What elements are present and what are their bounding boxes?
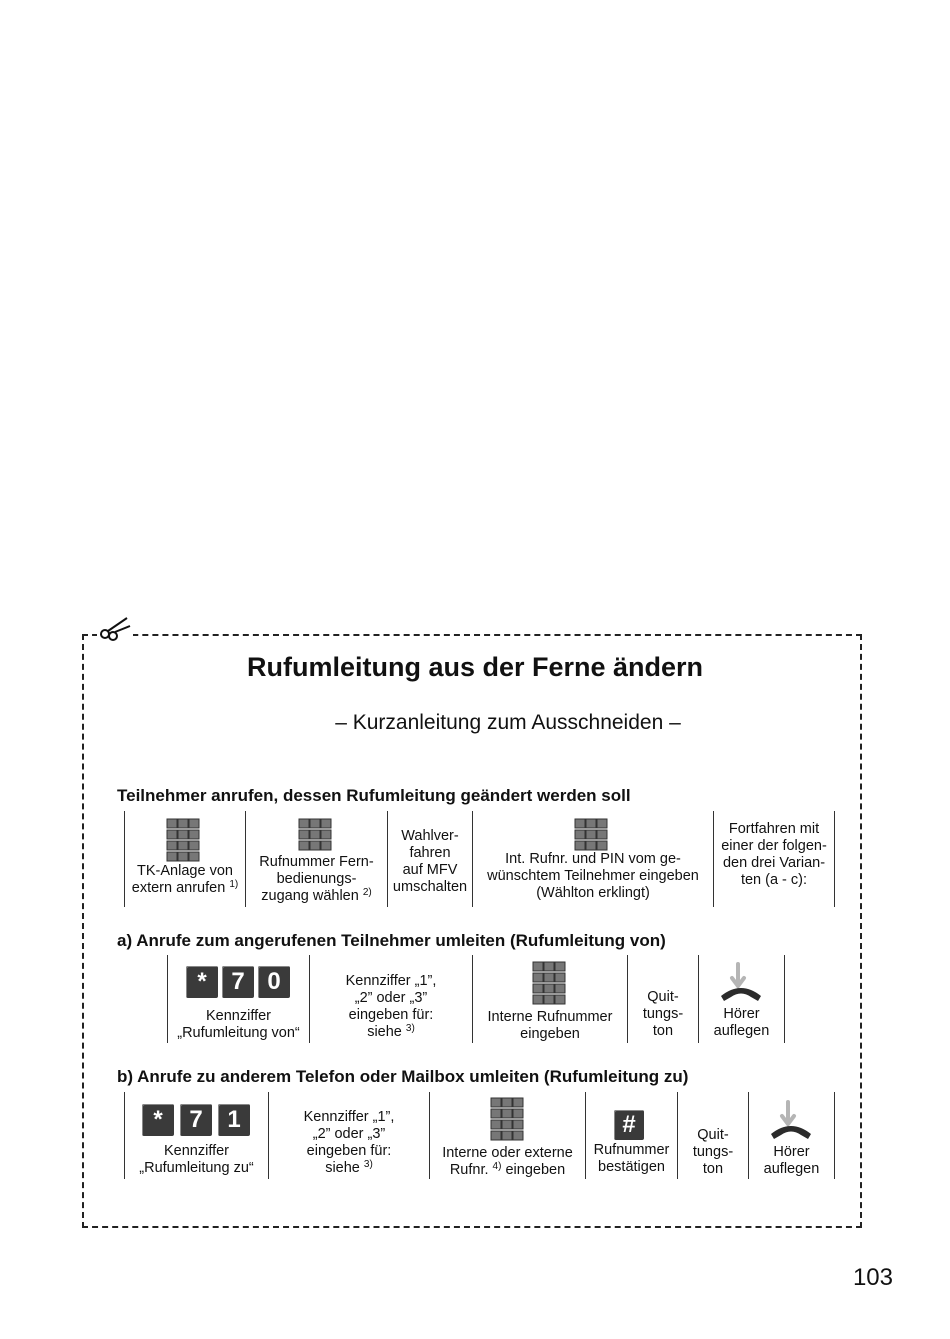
page-number: 103: [852, 1264, 893, 1291]
keypad-icon: [298, 818, 332, 852]
section-b-step-1: Kennziffer „Rufumleitung zu“: [139, 1143, 254, 1176]
divider: [784, 955, 785, 1043]
section-b-step-4: Rufnummer bestätigen: [593, 1142, 670, 1175]
section-b-step-3: Interne oder externe Rufnr. $^{4)}$ eingeben: [442, 1145, 573, 1178]
intro-heading: Teilnehmer anrufen, dessen Rufumleitung geändert werden soll: [117, 786, 631, 805]
section-a-step-3: Interne Rufnummer eingeben: [487, 1009, 613, 1042]
one-key: 1: [218, 1104, 250, 1136]
keypad-icon: [490, 1097, 524, 1142]
section-b-step-2: Kennziffer „1”, „2” oder „3” eingeben für: siehe $^{3)}$: [303, 1109, 395, 1176]
page-subtitle: – Kurzanleitung zum Ausschneiden –: [335, 711, 681, 734]
section-b-heading: b) Anrufe zu anderem Telefon oder Mailbox umleiten (Rufumleitung zu): [117, 1067, 689, 1086]
intro-step-5: Fortfahren mit einer der folgen- den drei Varian- ten (a - c):: [721, 821, 827, 888]
star-key: *: [142, 1104, 174, 1136]
keypad-icon: [532, 961, 566, 1006]
seven-key: 7: [222, 966, 254, 998]
section-a-step-5: Hörer auflegen: [713, 1006, 770, 1039]
intro-step-2: Rufnummer Fern- bedienungs- zugang wählen $^{2)}$: [259, 854, 374, 904]
section-a-step-2: Kennziffer „1”, „2” oder „3” eingeben für: siehe $^{3)}$: [345, 973, 437, 1040]
section-b-step-6: Hörer auflegen: [763, 1144, 820, 1177]
page-title: Rufumleitung aus der Ferne ändern: [246, 652, 704, 682]
scissors-icon: [97, 612, 133, 642]
seven-key: 7: [180, 1104, 212, 1136]
intro-step-1: TK-Anlage von extern anrufen $^{1)}$: [131, 863, 239, 896]
star-key: *: [186, 966, 218, 998]
section-a-heading: a) Anrufe zum angerufenen Teilnehmer umleiten (Rufumleitung von): [117, 931, 666, 950]
section-a-step-4: Quit- tungs- ton: [642, 989, 684, 1039]
zero-key: 0: [258, 966, 290, 998]
hang-up-handset-icon: [768, 1100, 814, 1142]
divider: [834, 811, 835, 907]
hash-key: #: [614, 1110, 644, 1140]
intro-step-4: Int. Rufnr. und PIN vom ge- wünschtem Teilnehmer eingeben (Wählton erklingt): [487, 851, 699, 901]
section-b-step-5: Quit- tungs- ton: [692, 1127, 734, 1177]
keypad-icon: [574, 818, 608, 852]
keypad-icon: [166, 818, 200, 862]
intro-step-3: Wahlver- fahren auf MFV umschalten: [392, 828, 468, 895]
hang-up-handset-icon: [718, 962, 764, 1004]
divider: [834, 1092, 835, 1179]
section-a-step-1: Kennziffer „Rufumleitung von“: [177, 1008, 300, 1041]
